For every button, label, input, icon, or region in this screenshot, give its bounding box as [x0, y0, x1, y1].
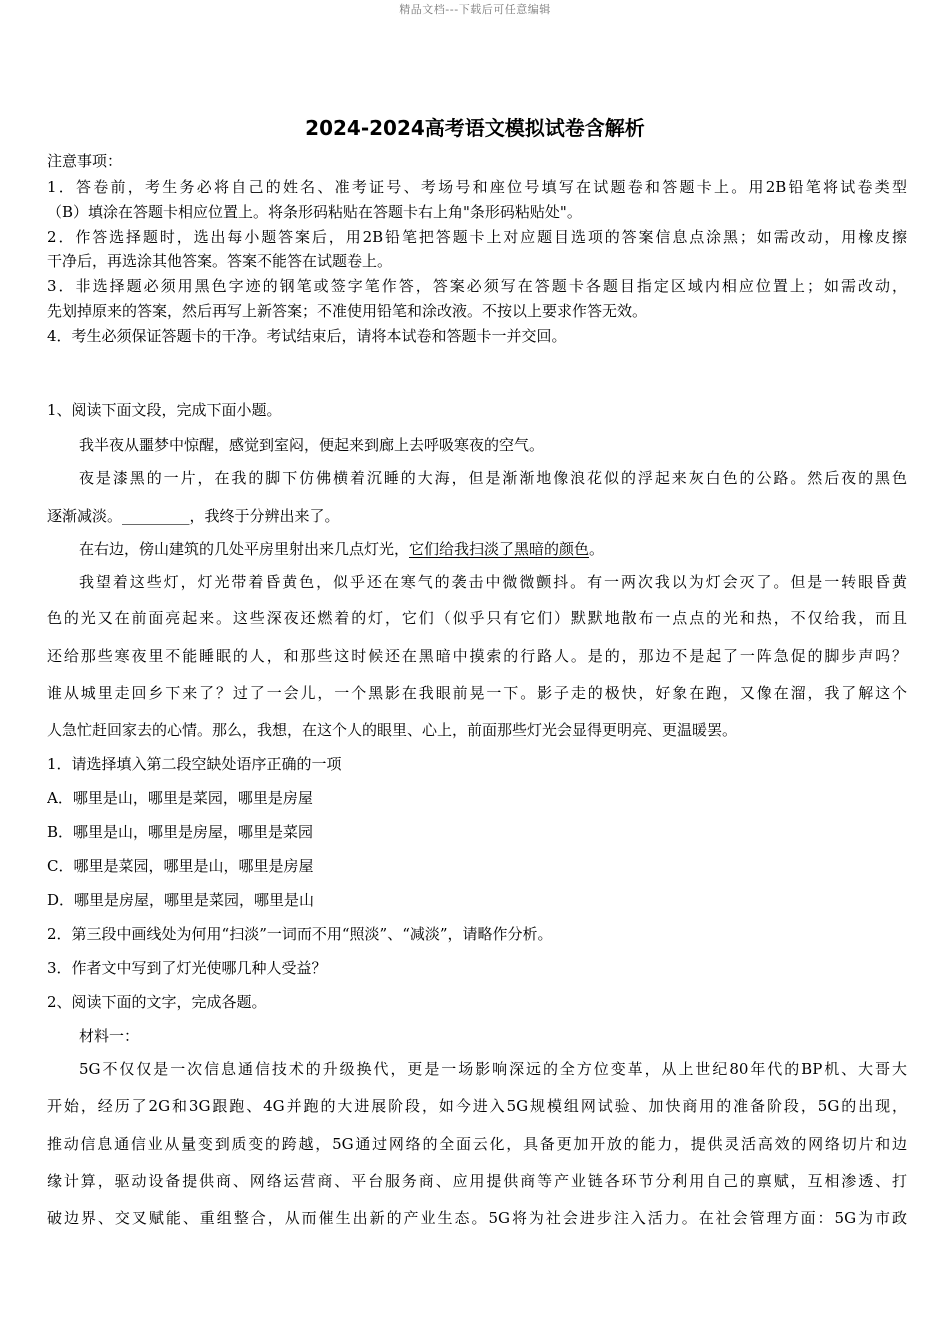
- passage-paragraph-cont: 谁从城里走回乡下来了？过了一会儿，一个黑影在我眼前晃一下。影子走的极快，好象在跑，又像在溜，我了解这个: [47, 684, 907, 702]
- option-c: C．哪里是菜园，哪里是山，哪里是房屋: [47, 857, 314, 875]
- passage-paragraph-cont: 还给那些寒夜里不能睡眠的人，和那些这时候还在黑暗中摸索的行路人。是的，那边不是起了一阵急促的脚步声吗？: [47, 647, 907, 665]
- material-paragraph-cont: 开始，经历了2G和3G跟跑、4G并跑的大进展阶段，如今进入5G规模组网试验、加快商用的准备阶段，5G的出现，: [47, 1097, 907, 1115]
- notice-heading: 注意事项：: [47, 152, 123, 170]
- page-header-watermark: 精品文档---下载后可任意编辑: [399, 3, 551, 16]
- question-intro: 2、阅读下面的文字，完成各题。: [47, 993, 267, 1011]
- passage-text: 在右边，傍山建筑的几处平房里射出来几点灯光，: [79, 540, 410, 558]
- material-paragraph: 5G不仅仅是一次信息通信技术的升级换代，更是一场影响深远的全方位变革，从上世纪80年代的BP机、大哥大: [79, 1060, 907, 1078]
- option-a: A．哪里是山，哪里是菜园，哪里是房屋: [47, 789, 313, 807]
- sub-question: 3．作者文中写到了灯光使哪几种人受益？: [47, 959, 327, 977]
- passage-paragraph-cont: 色的光又在前面亮起来。这些深夜还燃着的灯，它们（似乎只有它们）默默地散布一点点的光和热，不仅给我，而且: [47, 609, 907, 627]
- material-paragraph-cont: 破边界、交叉赋能、重组整合，从而催生出新的产业生态。5G将为社会进步注入活力。在社会管理方面：5G为市政: [47, 1209, 907, 1227]
- page-title: 2024-2024高考语文模拟试卷含解析: [305, 116, 645, 140]
- notice-line: 4．考生必须保证答题卡的干净。考试结束后，请将本试卷和答题卡一并交回。: [47, 327, 567, 345]
- material-paragraph-cont: 缘计算，驱动设备提供商、网络运营商、平台服务商、应用提供商等产业链各环节分利用自己的禀赋，互相渗透、打: [47, 1172, 907, 1190]
- notice-line: （B）填涂在答题卡相应位置上。将条形码粘贴在答题卡右上角"条形码粘贴处"。: [47, 203, 582, 221]
- passage-text: 。: [589, 540, 605, 558]
- material-label: 材料一：: [79, 1027, 140, 1045]
- passage-paragraph: [79, 539, 907, 559]
- passage-paragraph-cont: 逐渐减淡。_________，我终于分辨出来了。: [47, 507, 340, 525]
- option-b: B．哪里是山，哪里是房屋，哪里是菜园: [47, 823, 314, 841]
- notice-line: 干净后，再选涂其他答案。答案不能答在试题卷上。: [47, 252, 393, 270]
- notice-line: 3．非选择题必须用黑色字迹的钢笔或签字笔作答，答案必须写在答题卡各题目指定区域内相应位置上；如需改动，: [47, 277, 907, 295]
- underlined-phrase: 它们给我扫淡了黑暗的颜色: [409, 540, 590, 558]
- notice-line: 2．作答选择题时，选出每小题答案后，用2B铅笔把答题卡上对应题目选项的答案信息点涂黑；如需改动，用橡皮擦: [47, 228, 907, 246]
- notice-line: 1．答卷前，考生务必将自己的姓名、准考证号、考场号和座位号填写在试题卷和答题卡上。用2B铅笔将试卷类型: [47, 178, 907, 196]
- material-paragraph-cont: 推动信息通信业从量变到质变的跨越，5G通过网络的全面云化，具备更加开放的能力，提供灵活高效的网络切片和边: [47, 1135, 907, 1153]
- passage-paragraph-cont: 人急忙赶回家去的心情。那么，我想，在这个人的眼里、心上，前面那些灯光会显得更明亮、更温暖罢。: [47, 721, 738, 739]
- passage-paragraph: 我半夜从噩梦中惊醒，感觉到室闷，便起来到廊上去呼吸寒夜的空气。: [79, 436, 545, 454]
- option-d: D．哪里是房屋，哪里是菜园，哪里是山: [47, 891, 315, 909]
- passage-paragraph: 夜是漆黑的一片，在我的脚下仿佛横着沉睡的大海，但是渐渐地像浪花似的浮起来灰白色的公路。然后夜的黑色: [79, 469, 907, 487]
- notice-line: 先划掉原来的答案，然后再写上新答案；不准使用铅笔和涂改液。不按以上要求作答无效。: [47, 302, 648, 320]
- sub-question: 2．第三段中画线处为何用“扫淡”一词而不用“照淡”、“减淡”，请略作分析。: [47, 925, 553, 943]
- question-intro: 1、阅读下面文段，完成下面小题。: [47, 401, 282, 419]
- sub-question: 1．请选择填入第二段空缺处语序正确的一项: [47, 755, 342, 773]
- passage-paragraph: 我望着这些灯，灯光带着昏黄色，似乎还在寒气的袭击中微微颤抖。有一两次我以为灯会灭了。但是一转眼昏黄: [79, 573, 907, 591]
